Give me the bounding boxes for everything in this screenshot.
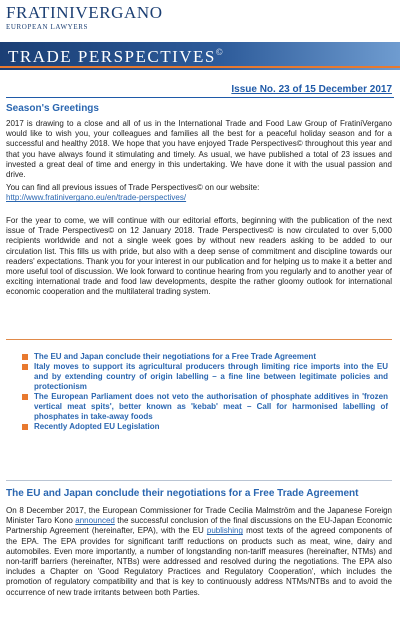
banner-stripe [0, 66, 400, 68]
section-divider [6, 339, 392, 340]
toc-bullet-icon [22, 424, 28, 430]
toc-item-label: The European Parliament does not veto the authorisation of phosphate additives in 'frozen vertical meat spits', better known as 'kebab' meat – Call for harmonised labelling of phosphates in take-away foods [34, 392, 388, 421]
table-of-contents [22, 352, 388, 432]
toc-item-italy-rice[interactable] [22, 362, 388, 392]
publishing-link[interactable]: publishing [206, 526, 243, 536]
toc-item-phosphates[interactable] [22, 392, 388, 422]
greetings-paragraph-2 [6, 183, 392, 203]
toc-bullet-icon [22, 364, 28, 370]
toc-bullet-icon [22, 394, 28, 400]
greetings-heading: Season's Greetings [6, 103, 99, 114]
greetings-paragraph-3: For the year to come, we will continue with our editorial efforts, beginning with the publication of the next issue of Trade Perspectives© on 12 January 2018. Trade Perspectives© is now circulated to over 5,000 recipients worldwide and not a single week goes by without new readers asking to be added to our circulation list. This fills us with pride, but also with a deep sense of commitment and discipline towards our readers' expectations. Thank you for your interest in our publication and for helping us to make it a better and more useful tool of discussion. We look forward to continue hearing from you regularly and to another year of exciting international trade and food law developments, despite the rather gloomy outlook for international economic cooperation and the multilateral trading system. [6, 216, 392, 297]
previous-issues-text: You can find all previous issues of Trade Perspectives© on our website: [6, 183, 260, 192]
announced-link[interactable]: announced [75, 516, 115, 526]
header-divider [6, 97, 394, 98]
article-text-1: On 8 December 2017, the European Commissioner for Trade Cecilia Malmström and the Japanese Foreign Minister Taro Kono [6, 506, 392, 526]
toc-item-label: Recently Adopted EU Legislation [34, 422, 160, 431]
article-text-2: the successful conclusion of the final discussions on the EU-Japan Economic Partnership Agreement (hereinafter, EPA), with the EU [6, 516, 392, 536]
toc-item-eu-japan[interactable] [22, 352, 388, 362]
toc-item-label: The EU and Japan conclude their negotiations for a Free Trade Agreement [34, 352, 316, 361]
trade-perspectives-banner [0, 42, 400, 70]
toc-item-legislation[interactable] [22, 422, 388, 432]
article-paragraph [6, 506, 392, 598]
firm-logo[interactable] [6, 4, 166, 36]
article-text-3: most texts of the agreed components of the EPA. The EPA provides for significant tariff reductions on products such as meat, wine, dairy and automobiles. Even more importantly, a number of longstanding non-tariff measures (hereinafter, NTMs) and non-tariff barriers (hereinafter, NTBs) were addressed and resolved during the negotiations. The EPA also includes a Chapter on 'Good Regulatory Practices and Regulatory Cooperation', which includes the promotion of regulatory compatibility and that is key to continuously address NTMs/NTBs and to avoid the occurrence of new trade irritants between both Parties. [6, 526, 392, 597]
banner-title: TRADE PERSPECTIVES© [8, 47, 225, 66]
toc-divider [6, 480, 392, 481]
logo-brand: FRATINIVERGANO [6, 3, 163, 22]
masthead [0, 0, 400, 80]
toc-item-label: Italy moves to support its agricultural producers through limiting rice imports into the EU and by extending country of origin labelling – a fine line between legitimate policies and protectionism [34, 362, 388, 391]
logo-subtitle: EUROPEAN LAWYERS [6, 23, 88, 31]
registered-mark: © [215, 47, 225, 57]
greetings-paragraph-1: 2017 is drawing to a close and all of us in the International Trade and Food Law Group of FratiniVergano would like to wish you, your colleagues and families all the best for a peaceful holiday season and for a successful and healthy 2018. We hope that you have enjoyed Trade Perspectives© throughout this year and that you have always found it stimulating and timely. As usual, we have published a total of 23 issues and invested a great deal of time and energy in this undertaking. We have done it with the usual passion and drive. [6, 119, 392, 180]
article-heading: The EU and Japan conclude their negotiations for a Free Trade Agreement [6, 488, 359, 499]
previous-issues-link[interactable]: http://www.fratinivergano.eu/en/trade-perspectives/ [6, 193, 187, 203]
issue-number: Issue No. 23 of 15 December 2017 [231, 84, 392, 95]
toc-bullet-icon [22, 354, 28, 360]
